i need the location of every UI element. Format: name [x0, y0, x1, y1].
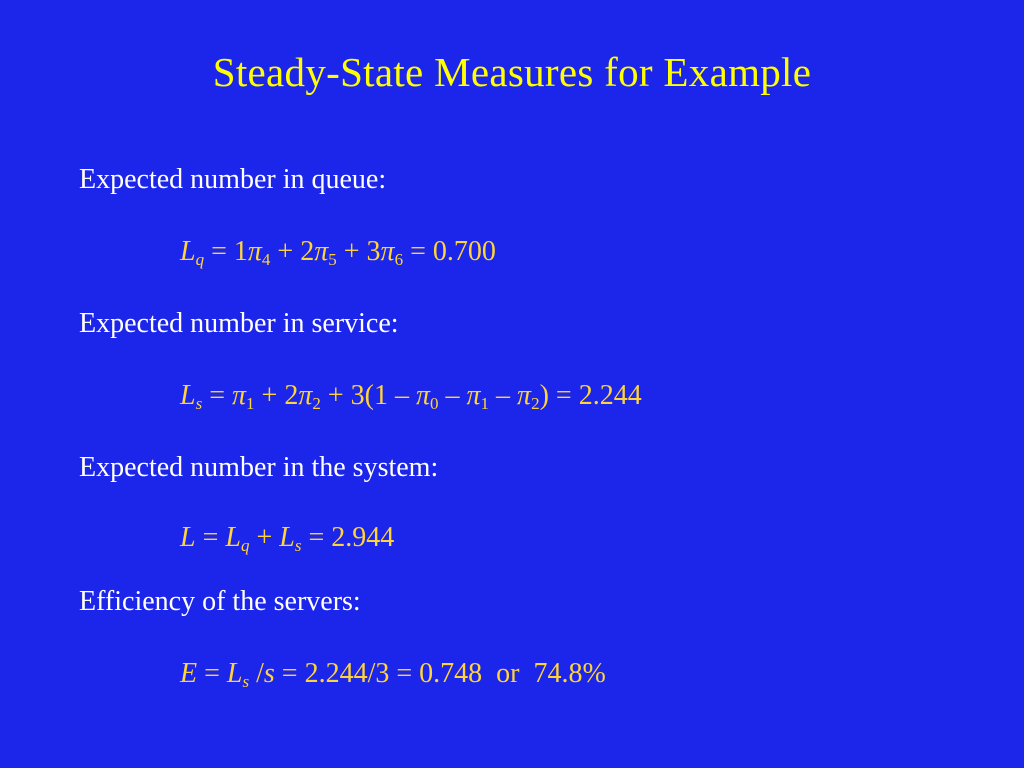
slide-title: Steady-State Measures for Example [212, 49, 812, 95]
label-expected-system: Expected number in the system: [79, 452, 439, 483]
label-expected-queue: Expected number in queue: [79, 164, 387, 195]
label-expected-service: Expected number in service: [79, 308, 399, 339]
label-efficiency: Efficiency of the servers: [79, 586, 361, 617]
equation-service: $L_s = \pi_1 + 2\pi_2 + 3(1 - \pi_0 - \pi_1 - \pi_2) = 2.244$ [180, 380, 642, 413]
equation-efficiency: $E = L_s$ /s = 2.244/3 = 0.748 or 74.8% [180, 658, 606, 691]
equation-queue: $L_q = 1\pi_4 + 2\pi_5 + 3\pi_6 = 0.700$ [180, 236, 496, 269]
equation-system: $L = L_q + L_s = 2.944$ [180, 522, 395, 555]
